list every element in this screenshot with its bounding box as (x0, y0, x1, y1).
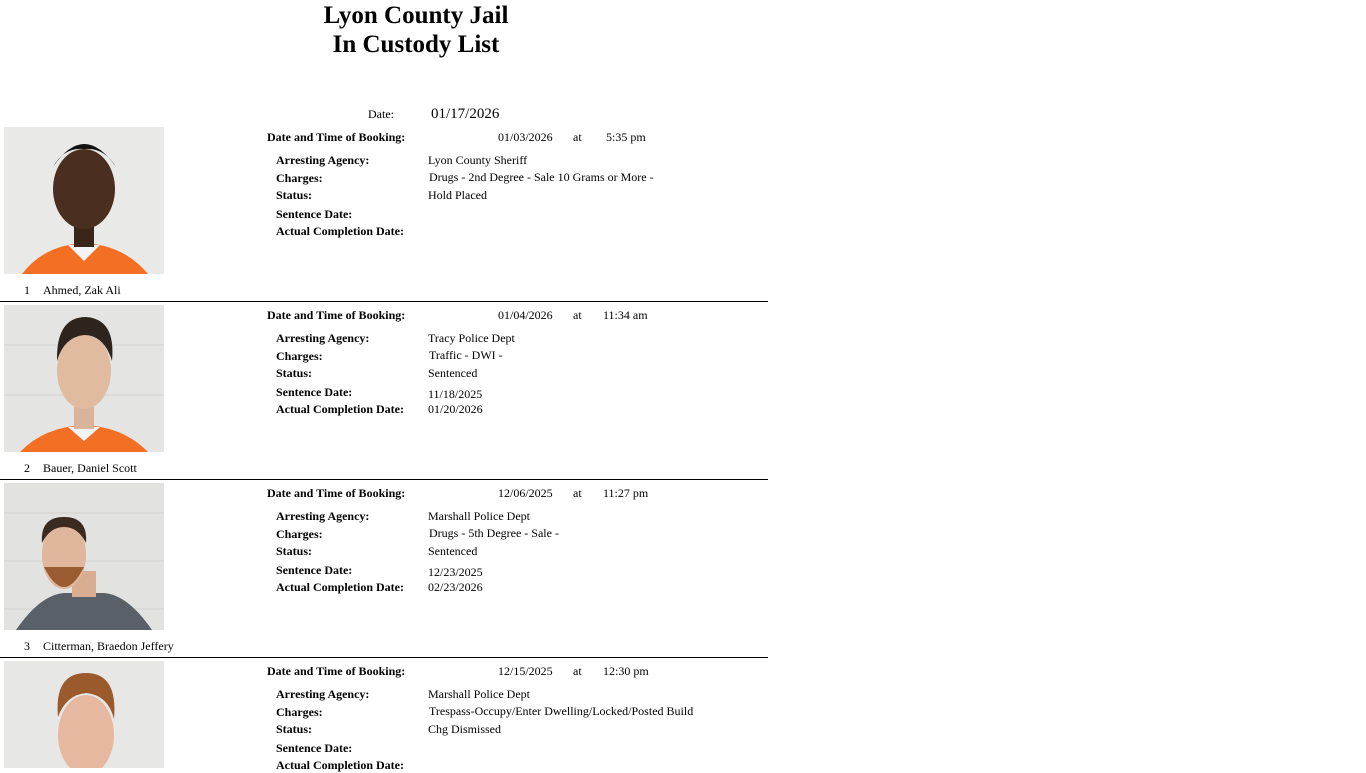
completion-date-label: Actual Completion Date: (276, 224, 404, 238)
charges-value: Drugs - 2nd Degree - Sale 10 Grams or More - (429, 170, 654, 184)
booking-label: Date and Time of Booking: (267, 664, 406, 678)
sentence-date-label: Sentence Date: (276, 207, 353, 221)
charges-label: Charges: (276, 705, 323, 719)
booking-at-label: at (573, 664, 582, 678)
status-value: Sentenced (428, 544, 478, 558)
agency-value: Lyon County Sheriff (428, 153, 528, 167)
inmate-number: 1 (24, 283, 30, 297)
status-label: Status: (276, 366, 313, 380)
report-date-value: 01/17/2026 (431, 106, 500, 122)
charges-label: Charges: (276, 171, 323, 185)
inmate-record (0, 483, 768, 661)
page-title-line-1: Lyon County Jail (323, 2, 509, 29)
sentence-date-value: 11/18/2025 (428, 387, 483, 401)
inmate-number: 3 (24, 639, 30, 653)
sentence-date-label: Sentence Date: (276, 563, 353, 577)
booking-time: 5:35 pm (606, 130, 646, 144)
inmate-name: Bauer, Daniel Scott (43, 461, 137, 475)
status-value: Sentenced (428, 366, 478, 380)
booking-time: 11:27 pm (603, 486, 649, 500)
sentence-date-label: Sentence Date: (276, 741, 353, 755)
agency-value: Marshall Police Dept (428, 687, 530, 701)
completion-date-label: Actual Completion Date: (276, 758, 404, 772)
booking-date: 01/03/2026 (498, 130, 553, 144)
inmate-photo[interactable] (4, 661, 164, 768)
inmate-photo[interactable] (4, 305, 164, 452)
agency-value: Marshall Police Dept (428, 509, 530, 523)
report-date-label: Date: (368, 107, 394, 121)
booking-date: 12/06/2025 (498, 486, 553, 500)
status-value: Hold Placed (428, 188, 487, 202)
record-divider (0, 301, 768, 302)
booking-date: 01/04/2026 (498, 308, 553, 322)
inmate-record (0, 305, 768, 483)
inmate-record (0, 127, 768, 305)
status-label: Status: (276, 722, 313, 736)
booking-label: Date and Time of Booking: (267, 308, 406, 322)
record-divider (0, 479, 768, 480)
charges-label: Charges: (276, 349, 323, 363)
charges-label: Charges: (276, 527, 323, 541)
agency-label: Arresting Agency: (276, 331, 370, 345)
booking-time: 12:30 pm (603, 664, 649, 678)
record-divider (0, 657, 768, 658)
completion-date-value: 01/20/2026 (428, 402, 483, 416)
inmate-number: 2 (24, 461, 30, 475)
inmate-record (0, 661, 768, 772)
booking-at-label: at (573, 308, 582, 322)
booking-date: 12/15/2025 (498, 664, 553, 678)
agency-label: Arresting Agency: (276, 687, 370, 701)
inmate-name: Citterman, Braedon Jeffery (43, 639, 174, 653)
completion-date-label: Actual Completion Date: (276, 580, 404, 594)
charges-value: Traffic - DWI - (429, 348, 503, 362)
agency-label: Arresting Agency: (276, 509, 370, 523)
booking-label: Date and Time of Booking: (267, 130, 406, 144)
sentence-date-label: Sentence Date: (276, 385, 353, 399)
completion-date-label: Actual Completion Date: (276, 402, 404, 416)
inmate-photo[interactable] (4, 127, 164, 274)
inmate-name: Ahmed, Zak Ali (43, 283, 121, 297)
agency-label: Arresting Agency: (276, 153, 370, 167)
booking-at-label: at (573, 130, 582, 144)
sentence-date-value: 12/23/2025 (428, 565, 483, 579)
status-value: Chg Dismissed (428, 722, 502, 736)
agency-value: Tracy Police Dept (428, 331, 515, 345)
charges-value: Drugs - 5th Degree - Sale - (429, 526, 559, 540)
charges-value: Trespass-Occupy/Enter Dwelling/Locked/Posted Build (429, 704, 694, 718)
status-label: Status: (276, 544, 313, 558)
status-label: Status: (276, 188, 313, 202)
page-title-line-2: In Custody List (332, 31, 500, 58)
completion-date-value: 02/23/2026 (428, 580, 483, 594)
inmate-photo[interactable] (4, 483, 164, 630)
booking-time: 11:34 am (603, 308, 648, 322)
booking-label: Date and Time of Booking: (267, 486, 406, 500)
booking-at-label: at (573, 486, 582, 500)
